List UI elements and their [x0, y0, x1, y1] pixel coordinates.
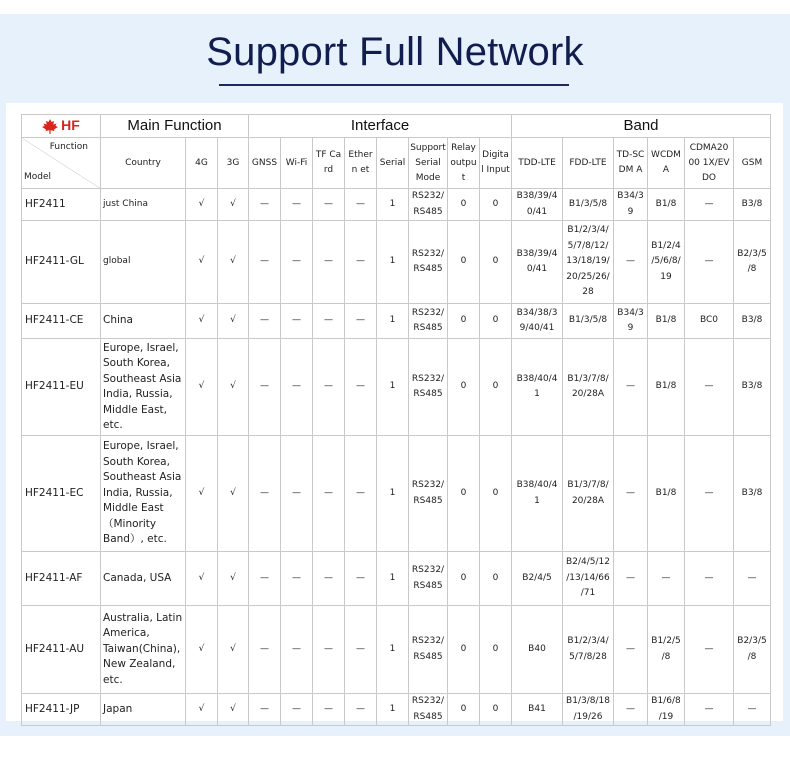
cell-cdma2000: —	[685, 694, 734, 726]
cell-tdd-lte: B38/39/4 0/41	[512, 221, 563, 304]
col-ethernet: Ethern et	[345, 138, 377, 189]
cell-gsm: B3/8	[734, 339, 771, 436]
cell-3g: √	[218, 436, 249, 552]
col-relay-output: Relay outpu t	[448, 138, 480, 189]
cell-wifi: —	[281, 694, 313, 726]
cell-ethernet: —	[345, 339, 377, 436]
cell-4g: √	[186, 436, 218, 552]
cell-relay: 0	[448, 552, 480, 606]
cell-fdd-lte: B1/3/8/18 /19/26	[563, 694, 614, 726]
table-row	[22, 552, 771, 606]
cell-gnss: —	[249, 694, 281, 726]
cell-serial-mode: RS232/ RS485	[409, 694, 448, 726]
cell-tf-card: —	[313, 304, 345, 339]
cell-wcdma: —	[648, 552, 685, 606]
logo-text: HF	[61, 117, 80, 134]
cell-model: HF2411-JP	[22, 694, 101, 726]
col-wifi: Wi-Fi	[281, 138, 313, 189]
cell-country: Canada, USA	[101, 552, 186, 606]
cell-3g: √	[218, 552, 249, 606]
cell-country: Europe, Israel, South Korea, Southeast Asia India, Russia, Middle East, etc.	[101, 339, 186, 436]
col-gsm: GSM	[734, 138, 771, 189]
cell-model: HF2411-AU	[22, 606, 101, 694]
cell-cdma2000: —	[685, 221, 734, 304]
cell-serial: 1	[377, 304, 409, 339]
cell-gnss: —	[249, 189, 281, 221]
cell-digital: 0	[480, 694, 512, 726]
cell-serial-mode: RS232/ RS485	[409, 339, 448, 436]
cell-td-scdma: —	[614, 694, 648, 726]
cell-tdd-lte: B2/4/5	[512, 552, 563, 606]
cell-td-scdma: B34/3 9	[614, 189, 648, 221]
cell-digital: 0	[480, 606, 512, 694]
cell-td-scdma: —	[614, 339, 648, 436]
cell-wcdma: B1/2/5 /8	[648, 606, 685, 694]
cell-gsm: —	[734, 694, 771, 726]
cell-tdd-lte: B40	[512, 606, 563, 694]
cell-fdd-lte: B1/3/7/8/ 20/28A	[563, 339, 614, 436]
cell-serial-mode: RS232/ RS485	[409, 221, 448, 304]
cell-digital: 0	[480, 339, 512, 436]
cell-td-scdma: —	[614, 221, 648, 304]
col-tdd-lte: TDD-LTE	[512, 138, 563, 189]
cell-fdd-lte: B1/3/5/8	[563, 189, 614, 221]
cell-ethernet: —	[345, 221, 377, 304]
col-4g: 4G	[186, 138, 218, 189]
network-spec-table	[21, 114, 771, 726]
cell-3g: √	[218, 694, 249, 726]
cell-fdd-lte: B1/3/7/8/ 20/28A	[563, 436, 614, 552]
cell-3g: √	[218, 189, 249, 221]
cell-4g: √	[186, 339, 218, 436]
cell-digital: 0	[480, 221, 512, 304]
cell-serial-mode: RS232/ RS485	[409, 606, 448, 694]
col-wcdma: WCDM A	[648, 138, 685, 189]
cell-relay: 0	[448, 339, 480, 436]
cell-cdma2000: —	[685, 552, 734, 606]
cell-country: global	[101, 221, 186, 304]
cell-wcdma: B1/6/8 /19	[648, 694, 685, 726]
cell-model: HF2411-GL	[22, 221, 101, 304]
cell-tf-card: —	[313, 606, 345, 694]
table-row	[22, 189, 771, 221]
cell-digital: 0	[480, 552, 512, 606]
cell-gsm: B2/3/5 /8	[734, 221, 771, 304]
col-td-scdma: TD-SCDM A	[614, 138, 648, 189]
cell-tdd-lte: B38/40/4 1	[512, 339, 563, 436]
group-band: Band	[512, 115, 771, 138]
cell-serial: 1	[377, 606, 409, 694]
cell-gnss: —	[249, 304, 281, 339]
cell-ethernet: —	[345, 189, 377, 221]
cell-4g: √	[186, 694, 218, 726]
group-header-row	[22, 115, 771, 138]
cell-3g: √	[218, 221, 249, 304]
logo-cell	[22, 115, 101, 138]
corner-header	[22, 138, 101, 189]
cell-wcdma: B1/8	[648, 189, 685, 221]
cell-serial-mode: RS232/ RS485	[409, 552, 448, 606]
cell-td-scdma: —	[614, 436, 648, 552]
cell-country: just China	[101, 189, 186, 221]
group-main-function: Main Function	[101, 115, 249, 138]
cell-serial: 1	[377, 694, 409, 726]
cell-relay: 0	[448, 189, 480, 221]
cell-fdd-lte: B1/3/5/8	[563, 304, 614, 339]
cell-serial: 1	[377, 552, 409, 606]
cell-tf-card: —	[313, 189, 345, 221]
col-digital-input: Digital Input	[480, 138, 512, 189]
cell-ethernet: —	[345, 552, 377, 606]
table-row	[22, 436, 771, 552]
cell-model: HF2411-EC	[22, 436, 101, 552]
column-header-row	[22, 138, 771, 189]
cell-gnss: —	[249, 339, 281, 436]
cell-gsm: B3/8	[734, 189, 771, 221]
table-row	[22, 304, 771, 339]
cell-cdma2000: —	[685, 606, 734, 694]
group-interface: Interface	[249, 115, 512, 138]
cell-serial: 1	[377, 189, 409, 221]
cell-gsm: —	[734, 552, 771, 606]
cell-cdma2000: —	[685, 189, 734, 221]
cell-country: China	[101, 304, 186, 339]
cell-digital: 0	[480, 189, 512, 221]
cell-tdd-lte: B38/40/4 1	[512, 436, 563, 552]
col-serial-mode: Support Serial Mode	[409, 138, 448, 189]
col-serial: Serial	[377, 138, 409, 189]
cell-serial-mode: RS232/ RS485	[409, 189, 448, 221]
cell-tdd-lte: B38/39/4 0/41	[512, 189, 563, 221]
cell-4g: √	[186, 304, 218, 339]
col-3g: 3G	[218, 138, 249, 189]
page-title: Support Full Network	[206, 30, 584, 74]
cell-wcdma: B1/2/4 /5/6/8/ 19	[648, 221, 685, 304]
cell-tdd-lte: B34/38/3 9/40/41	[512, 304, 563, 339]
table-row	[22, 339, 771, 436]
col-country: Country	[101, 138, 186, 189]
cell-relay: 0	[448, 221, 480, 304]
corner-function-label: Function	[49, 142, 88, 152]
cell-tf-card: —	[313, 221, 345, 304]
cell-4g: √	[186, 189, 218, 221]
cell-ethernet: —	[345, 436, 377, 552]
cell-4g: √	[186, 552, 218, 606]
cell-td-scdma: —	[614, 552, 648, 606]
cell-serial: 1	[377, 339, 409, 436]
cell-country: Japan	[101, 694, 186, 726]
cell-digital: 0	[480, 436, 512, 552]
cell-tdd-lte: B41	[512, 694, 563, 726]
cell-3g: √	[218, 304, 249, 339]
cell-ethernet: —	[345, 694, 377, 726]
cell-wcdma: B1/8	[648, 304, 685, 339]
title-underline	[219, 84, 569, 86]
col-fdd-lte: FDD-LTE	[563, 138, 614, 189]
cell-3g: √	[218, 606, 249, 694]
cell-serial-mode: RS232/ RS485	[409, 436, 448, 552]
col-tf-card: TF Card	[313, 138, 345, 189]
cell-ethernet: —	[345, 304, 377, 339]
cell-gnss: —	[249, 221, 281, 304]
cell-relay: 0	[448, 436, 480, 552]
cell-tf-card: —	[313, 339, 345, 436]
cell-4g: √	[186, 221, 218, 304]
cell-fdd-lte: B2/4/5/12 /13/14/66 /71	[563, 552, 614, 606]
cell-wcdma: B1/8	[648, 339, 685, 436]
cell-relay: 0	[448, 694, 480, 726]
col-gnss: GNSS	[249, 138, 281, 189]
cell-cdma2000: —	[685, 339, 734, 436]
cell-cdma2000: BC0	[685, 304, 734, 339]
maple-leaf-icon	[42, 119, 58, 134]
cell-gsm: B3/8	[734, 436, 771, 552]
cell-gnss: —	[249, 552, 281, 606]
corner-model-label: Model	[24, 171, 52, 182]
table-row	[22, 694, 771, 726]
cell-gsm: B3/8	[734, 304, 771, 339]
cell-gnss: —	[249, 606, 281, 694]
col-cdma2000: CDMA20 00 1X/EVDO	[685, 138, 734, 189]
cell-cdma2000: —	[685, 436, 734, 552]
cell-tf-card: —	[313, 694, 345, 726]
cell-model: HF2411	[22, 189, 101, 221]
cell-model: HF2411-CE	[22, 304, 101, 339]
cell-relay: 0	[448, 304, 480, 339]
cell-relay: 0	[448, 606, 480, 694]
cell-fdd-lte: B1/2/3/4/ 5/7/8/28	[563, 606, 614, 694]
cell-fdd-lte: B1/2/3/4/ 5/7/8/12/ 13/18/19/ 20/25/26/ 28	[563, 221, 614, 304]
cell-country: Europe, Israel, South Korea, Southeast Asia India, Russia, Middle East （Minority Band）, etc.	[101, 436, 186, 552]
cell-country: Australia, Latin America, Taiwan(China), New Zealand, etc.	[101, 606, 186, 694]
cell-td-scdma: B34/3 9	[614, 304, 648, 339]
table-row	[22, 606, 771, 694]
cell-3g: √	[218, 339, 249, 436]
cell-wifi: —	[281, 436, 313, 552]
cell-wifi: —	[281, 304, 313, 339]
cell-serial: 1	[377, 436, 409, 552]
cell-wifi: —	[281, 552, 313, 606]
cell-model: HF2411-EU	[22, 339, 101, 436]
cell-wifi: —	[281, 189, 313, 221]
cell-digital: 0	[480, 304, 512, 339]
cell-4g: √	[186, 606, 218, 694]
cell-tf-card: —	[313, 436, 345, 552]
cell-wifi: —	[281, 339, 313, 436]
cell-serial-mode: RS232/ RS485	[409, 304, 448, 339]
cell-wifi: —	[281, 606, 313, 694]
cell-td-scdma: —	[614, 606, 648, 694]
cell-serial: 1	[377, 221, 409, 304]
cell-gsm: B2/3/5 /8	[734, 606, 771, 694]
cell-wcdma: B1/8	[648, 436, 685, 552]
cell-wifi: —	[281, 221, 313, 304]
cell-ethernet: —	[345, 606, 377, 694]
cell-model: HF2411-AF	[22, 552, 101, 606]
cell-gnss: —	[249, 436, 281, 552]
cell-tf-card: —	[313, 552, 345, 606]
table-row	[22, 221, 771, 304]
